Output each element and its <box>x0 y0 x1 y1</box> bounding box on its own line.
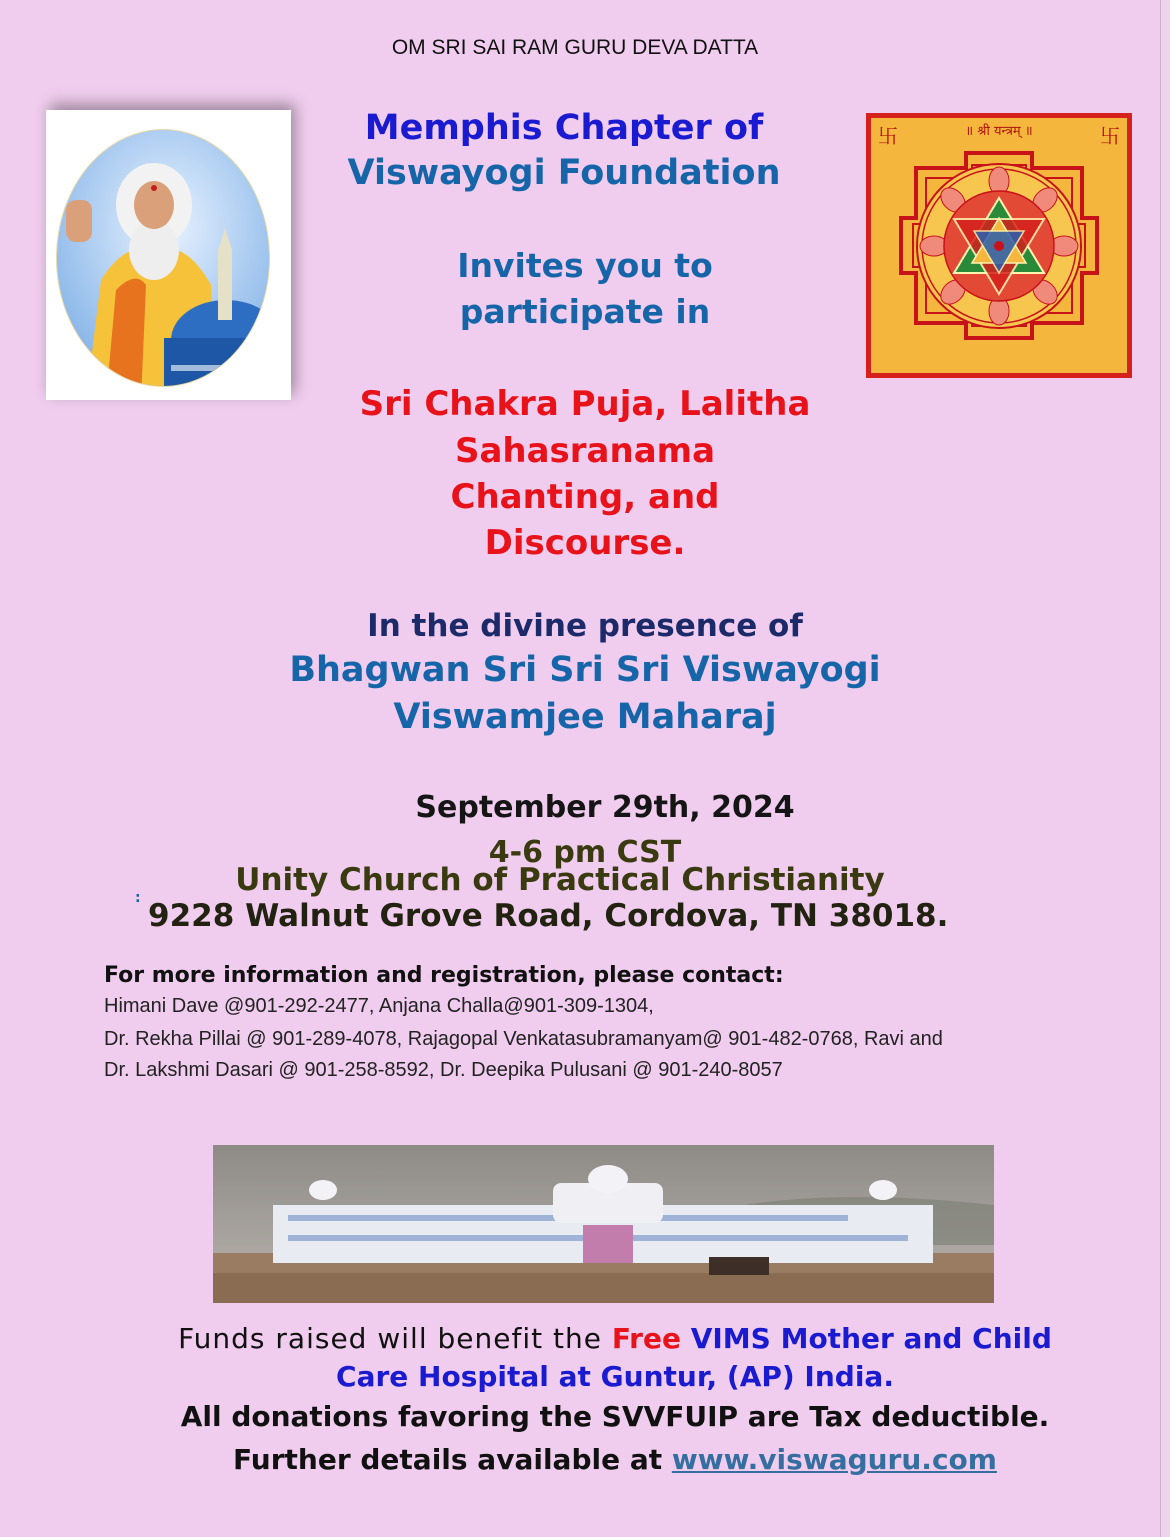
hospital-building-photo <box>213 1145 994 1303</box>
org-title-line2: Viswayogi Foundation <box>347 153 781 193</box>
org-title-line1: Memphis Chapter of <box>364 108 764 148</box>
event-time: 4-6 pm CST <box>488 835 682 870</box>
guru-name-line1: Bhagwan Sri Sri Sri Viswayogi <box>289 650 881 690</box>
guru-portrait-icon <box>46 110 291 400</box>
guru-name-line2: Viswamjee Maharaj <box>393 697 777 737</box>
funds-prefix: Funds raised will benefit the <box>178 1322 612 1355</box>
event-address: 9228 Walnut Grove Road, Cordova, TN 38018. <box>148 898 949 934</box>
contact-line-2: Dr. Rekha Pillai @ 901-289-4078, Rajagopal Venkatasubramanyam@ 901-482-0768, Ravi and <box>104 1028 943 1050</box>
event-line2: Sahasranama <box>454 431 716 471</box>
swastika-left-icon: 卐 <box>878 124 898 148</box>
invite-line2: participate in <box>459 292 711 331</box>
swastika-right-icon: 卐 <box>1100 124 1120 148</box>
sri-yantra-icon <box>866 113 1132 378</box>
sri-yantra-image <box>866 113 1132 378</box>
donations-line: All donations favoring the SVVFUIP are Tax deductible. <box>180 1400 1050 1433</box>
yantra-caption: ॥ श्री यन्त्रम् ॥ <box>965 124 1033 139</box>
website-link[interactable]: www.viswaguru.com <box>671 1443 997 1476</box>
funds-line1 <box>120 1322 1110 1355</box>
funds-free: Free <box>611 1322 681 1355</box>
further-details-line <box>100 1443 1130 1476</box>
event-line4: Discourse. <box>484 523 686 563</box>
event-line3: Chanting, and <box>450 477 720 517</box>
funds-line2: Care Hospital at Guntur, (AP) India. <box>336 1360 894 1393</box>
contact-line-1: Himani Dave @901-292-2477, Anjana Challa@901-309-1304, <box>104 995 654 1017</box>
further-prefix: Further details available at <box>233 1443 672 1476</box>
event-venue: Unity Church of Practical Christianity <box>235 862 885 898</box>
stray-colon: : <box>135 890 141 906</box>
funds-vims: VIMS Mother and Child <box>680 1322 1052 1355</box>
contact-heading: For more information and registration, please contact: <box>104 963 784 988</box>
invocation-header: OM SRI SAI RAM GURU DEVA DATTA <box>391 36 759 59</box>
hospital-photo <box>213 1145 994 1303</box>
contact-line-3: Dr. Lakshmi Dasari @ 901-258-8592, Dr. Deepika Pulusani @ 901-240-8057 <box>104 1059 783 1081</box>
event-line1: Sri Chakra Puja, Lalitha <box>359 384 811 424</box>
guru-photo <box>46 110 291 400</box>
presence-intro: In the divine presence of <box>367 608 803 644</box>
invite-line1: Invites you to <box>457 246 713 285</box>
event-date: September 29th, 2024 <box>415 790 795 825</box>
